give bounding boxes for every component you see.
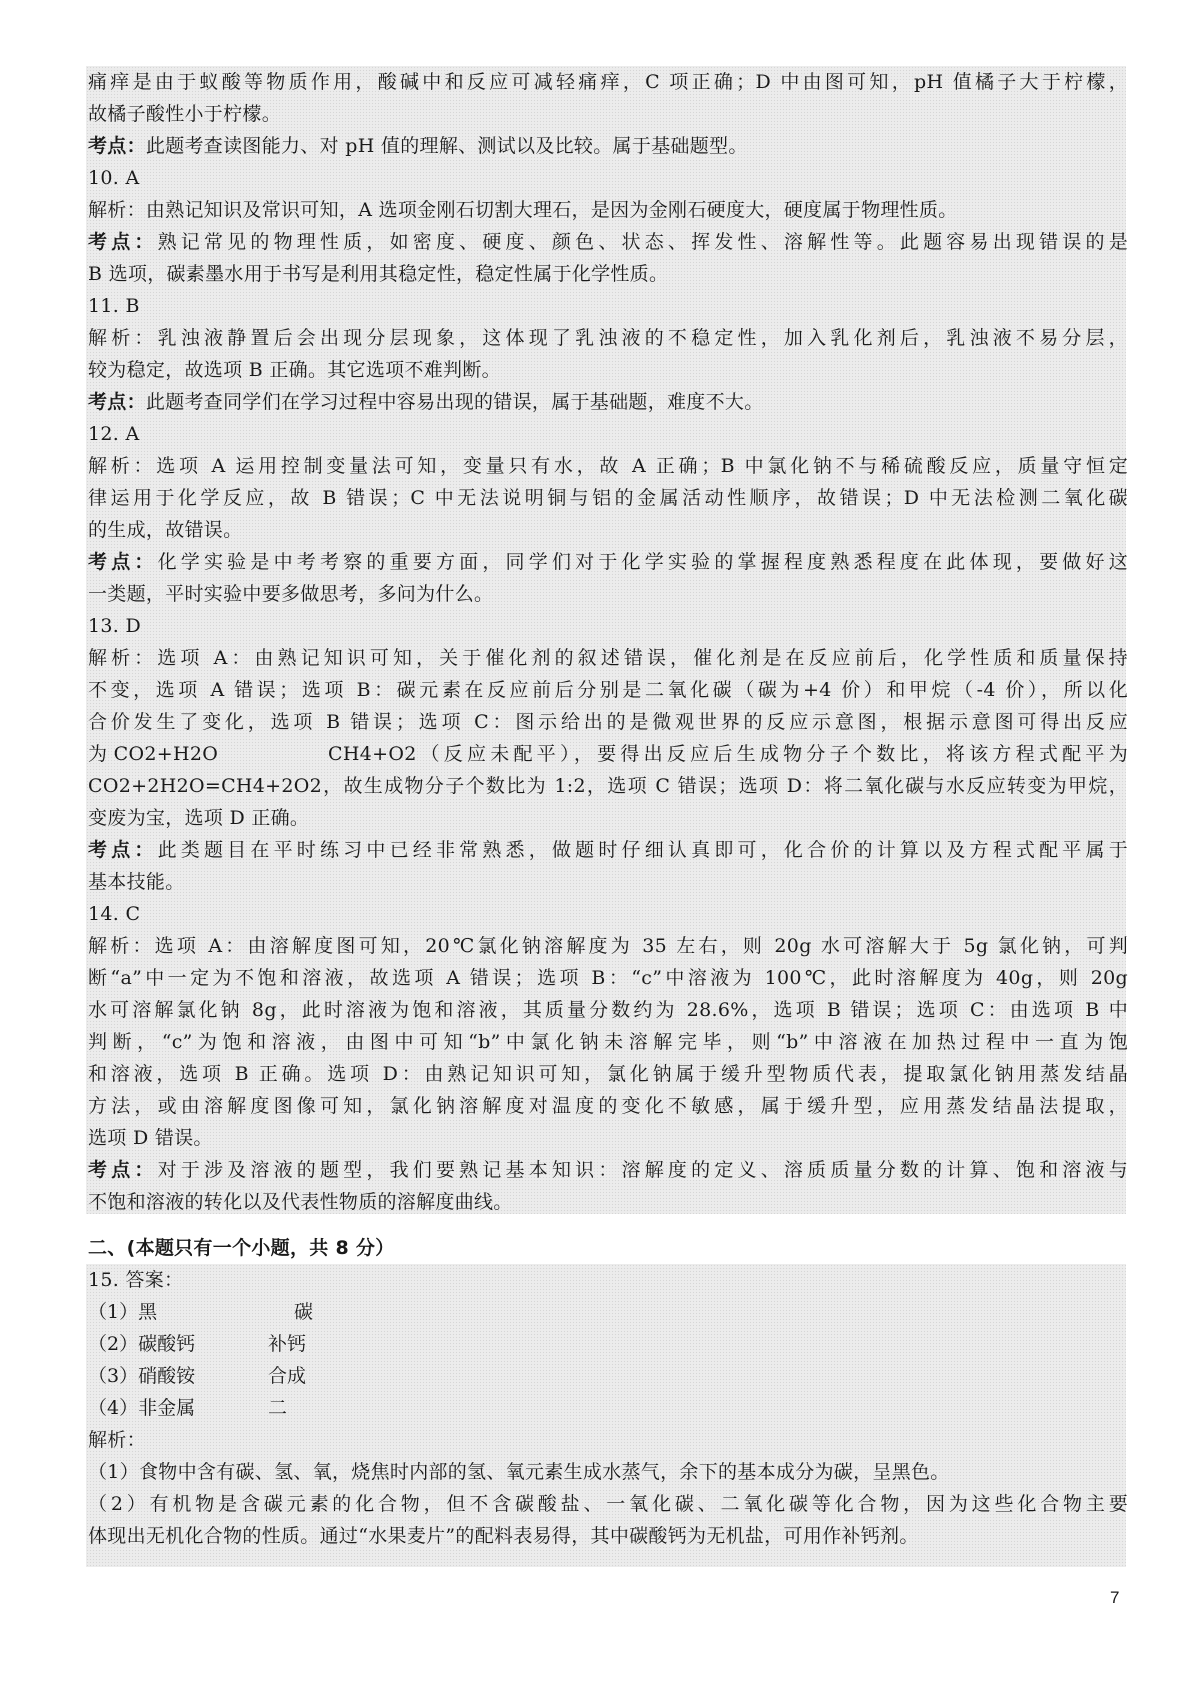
text-line: 解析：由熟记知识及常识可知，A 选项金刚石切割大理石，是因为金刚石硬度大，硬度属于物理性质。	[88, 199, 958, 221]
text-line: 解析：乳浊液静置后会出现分层现象，这体现了乳浊液的不稳定性，加入乳化剂后，乳浊液不易分层，	[88, 327, 1128, 349]
analysis-line: 体现出无机化合物的性质。通过“水果麦片”的配料表易得，其中碳酸钙为无机盐，可用作补钙剂。	[88, 1525, 919, 1547]
text-line: 合价发生了变化，选项 B 错误；选项 C：图示给出的是微观世界的反应示意图，根据示意图可得出反应	[88, 711, 1128, 733]
kaodian-label: 考点：	[88, 135, 146, 157]
question-number: 12. A	[88, 423, 140, 445]
answer-item: （1）黑	[88, 1301, 158, 1323]
kaodian-label: 考点：	[88, 391, 146, 413]
text-line: 变废为宝，选项 D 正确。	[88, 807, 310, 829]
text-line: 方法，或由溶解度图像可知，氯化钠溶解度对温度的变化不敏感，属于缓升型，应用蒸发结晶法提取，	[88, 1095, 1128, 1117]
kaodian-line	[88, 130, 1128, 162]
kaodian-text: 此类题目在平时练习中已经非常熟悉，做题时仔细认真即可，化合价的计算以及方程式配平属于	[157, 839, 1128, 861]
text-line: CO2+2H2O=CH4+2O2，故生成物分子个数比为 1:2，选项 C 错误；选项 D：将二氧化碳与水反应转变为甲烷，	[88, 775, 1128, 797]
text-line: 判断，“c”为饱和溶液，由图中可知“b”中氯化钠未溶解完毕，则“b”中溶液在加热过程中一直为饱	[88, 1031, 1128, 1053]
text-line: 的生成，故错误。	[88, 519, 243, 541]
section-title: 二、(本题只有一个小题，共 8 分）	[88, 1237, 395, 1259]
answer-value: 补钙	[268, 1333, 307, 1355]
answer-row	[88, 1360, 307, 1392]
kaodian-text: 此题考查读图能力、对 pH 值的理解、测试以及比较。属于基础题型。	[145, 135, 748, 157]
answer-item: （3）硝酸铵	[88, 1365, 196, 1387]
text-line: 律运用于化学反应，故 B 错误；C 中无法说明铜与铝的金属活动性顺序，故错误；D 中无法检测二氧化碳	[88, 487, 1128, 509]
text-line: 痛痒是由于蚁酸等物质作用，酸碱中和反应可减轻痛痒，C 项正确；D 中由图可知，pH 值橘子大于柠檬，	[88, 71, 1128, 93]
question-number: 10. A	[88, 167, 140, 189]
kaodian-text: 此题考查同学们在学习过程中容易出现的错误，属于基础题，难度不大。	[145, 391, 764, 413]
text-line: 较为稳定，故选项 B 正确。其它选项不难判断。	[88, 359, 501, 381]
question-number: 11. B	[88, 295, 140, 317]
analysis-heading: 解析：	[88, 1429, 146, 1451]
kaodian-label: 考点：	[88, 231, 158, 253]
kaodian-label: 考点：	[88, 839, 158, 861]
answer-row	[88, 1328, 307, 1360]
text-line: 不变，选项 A 错误；选项 B：碳元素在反应前后分别是二氧化碳（碳为+4 价）和甲烷（-4 价），所以化	[88, 679, 1128, 701]
kaodian-text: 熟记常见的物理性质，如密度、硬度、颜色、状态、挥发性、溶解性等。此题容易出现错误的是	[157, 231, 1128, 253]
kaodian-label: 考点：	[88, 551, 158, 573]
text-line: 和溶液，选项 B 正确。选项 D：由熟记知识可知，氯化钠属于缓升型物质代表，提取氯化钠用蒸发结晶	[88, 1063, 1128, 1085]
text-line: 解析：选项 A 运用控制变量法可知，变量只有水，故 A 正确；B 中氯化钠不与稀硫酸反应，质量守恒定	[88, 455, 1128, 477]
question-number: 14. C	[88, 903, 141, 925]
equation-right: CH4+O2（反应未配平），要得出反应后生成物分子个数比，将该方程式配平为	[328, 743, 1128, 765]
text-line: B 选项，碳素墨水用于书写是利用其稳定性，稳定性属于化学性质。	[88, 263, 669, 285]
kaodian-text: 对于涉及溶液的题型，我们要熟记基本知识：溶解度的定义、溶质质量分数的计算、饱和溶液与	[157, 1159, 1128, 1181]
analysis-line: （2）有机物是含碳元素的化合物，但不含碳酸盐、一氧化碳、二氧化碳等化合物，因为这些化合物主要	[88, 1493, 1128, 1515]
equation-left: 为 CO2+H2O	[88, 743, 219, 765]
text-line: 基本技能。	[88, 871, 185, 893]
text-line: 解析：选项 A：由熟记知识可知，关于催化剂的叙述错误，催化剂是在反应前后，化学性质和质量保持	[88, 647, 1128, 669]
kaodian-line	[88, 834, 1128, 866]
text-line: 一类题，平时实验中要多做思考，多问为什么。	[88, 583, 494, 605]
answer-value: 合成	[268, 1365, 307, 1387]
kaodian-label: 考点：	[88, 1159, 158, 1181]
question-number: 13. D	[88, 615, 141, 637]
kaodian-line	[88, 546, 1128, 578]
text-line: 故橘子酸性小于柠檬。	[88, 103, 282, 125]
kaodian-line	[88, 386, 1128, 418]
answer-row	[88, 1392, 288, 1424]
kaodian-text: 化学实验是中考考察的重要方面，同学们对于化学实验的掌握程度熟悉程度在此体现，要做好这	[157, 551, 1128, 573]
text-line: 选项 D 错误。	[88, 1127, 213, 1149]
answer-value: 二	[268, 1397, 288, 1419]
equation-line	[88, 738, 1128, 770]
kaodian-line	[88, 226, 1128, 258]
answer-item: （2）碳酸钙	[88, 1333, 196, 1355]
text-line: 不饱和溶液的转化以及代表性物质的溶解度曲线。	[88, 1191, 513, 1213]
page-number: 7	[1110, 1588, 1120, 1607]
answer-value: 碳	[294, 1301, 314, 1323]
answer-item: （4）非金属	[88, 1397, 196, 1419]
text-line: 水可溶解氯化钠 8g，此时溶液为饱和溶液，其质量分数约为 28.6%，选项 B 错误；选项 C：由选项 B 中	[88, 999, 1128, 1021]
answer-heading: 15. 答案：	[88, 1269, 184, 1291]
analysis-line: （1）食物中含有碳、氢、氧，烧焦时内部的氢、氧元素生成水蒸气，余下的基本成分为碳，呈黑色。	[88, 1461, 950, 1483]
kaodian-line	[88, 1154, 1128, 1186]
text-line: 断“a”中一定为不饱和溶液，故选项 A 错误；选项 B：“c”中溶液为 100℃，此时溶解度为 40g，则 20g	[88, 967, 1128, 989]
answer-row	[88, 1296, 314, 1328]
text-line: 解析：选项 A：由溶解度图可知，20℃氯化钠溶解度为 35 左右，则 20g 水可溶解大于 5g 氯化钠，可判	[88, 935, 1128, 957]
